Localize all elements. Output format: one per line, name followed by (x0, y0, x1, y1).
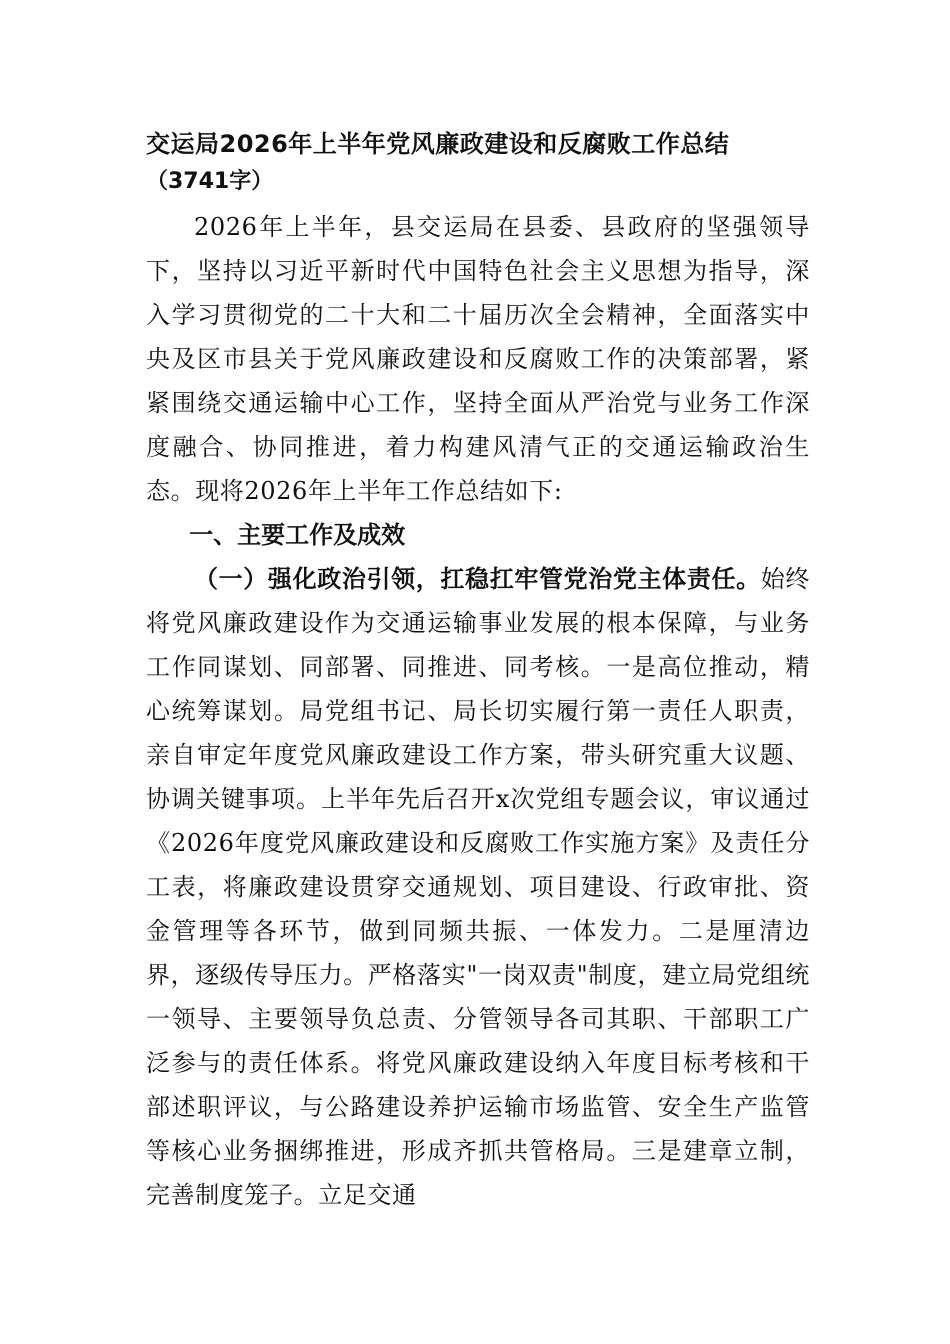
document-page (146, 125, 810, 1217)
word-count: （3741字） (146, 169, 274, 194)
document-title: 交运局2026年上半年党风廉政建设和反腐败工作总结 (146, 130, 730, 158)
subsection-body: 始终将党风廉政建设作为交通运输事业发展的根本保障，与业务工作同谋划、同部署、同推进、同考核。一是高位推动，精心统筹谋划。局党组书记、局长切实履行第一责任人职责，亲自审定年度党风廉政建设工作方案，带头研究重大议题、协调关键事项。上半年先后召开x次党组专题会议，审议通过《2026年度党风廉政建设和反腐败工作实施方案》及责任分工表，将廉政建设贯穿交通规划、项目建设、行政审批、资金管理等各环节，做到同频共振、一体发力。二是厘清边界，逐级传导压力。严格落实"一岗双责"制度，建立局党组统一领导、主要领导负总责、分管领导各司其职、干部职工广泛参与的责任体系。将党风廉政建设纳入年度目标考核和干部述职评议，与公路建设养护运输市场监管、安全生产监管等核心业务捆绑推进，形成齐抓共管格局。三是建章立制，完善制度笼子。立足交通 (146, 565, 810, 1209)
section-heading: 一、主要工作及成效 (189, 521, 406, 549)
subsection-lead: （一）强化政治引领，扛稳扛牢管党治党主体责任。 (194, 565, 761, 593)
subsection-paragraph (146, 557, 810, 1217)
intro-paragraph: 2026年上半年，县交运局在县委、县政府的坚强领导下，坚持以习近平新时代中国特色社会主义思想为指导，深入学习贯彻党的二十大和二十届历次全会精神，全面落实中央及区市县关于党风廉政建设和反腐败工作的决策部署，紧紧围绕交通运输中心工作，坚持全面从严治党与业务工作深度融合、协同推进，着力构建风清气正的交通运输政治生态。现将2026年上半年工作总结如下: (146, 213, 810, 505)
